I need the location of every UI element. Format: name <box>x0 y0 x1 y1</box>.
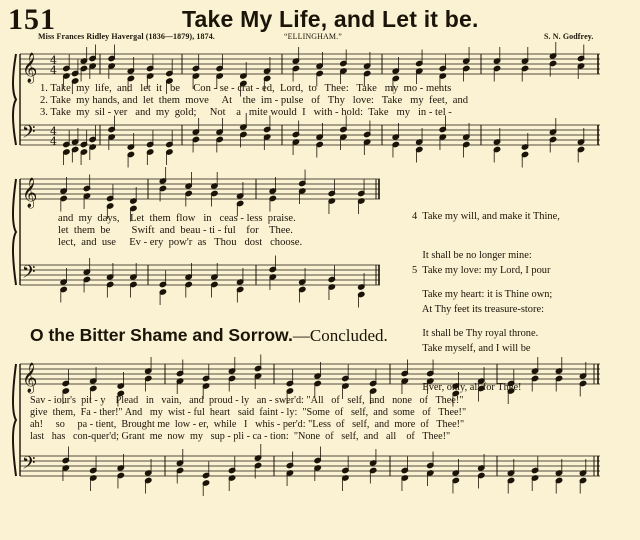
bass-clef-icon: 𝄢 <box>22 262 36 286</box>
system-brace <box>13 54 16 145</box>
lyric-line: ah! so pa - tient, Brought me low - er, while I whis - per'd: "Less of self, and more of Thee!" <box>30 419 465 430</box>
time-signature-bottom: 4 <box>50 64 57 77</box>
system-brace <box>13 179 16 285</box>
lyric-line: 2. Take my hands, and let them move At the im - pulse of Thy love: Take my feet, and <box>40 95 469 106</box>
treble-clef-icon: 𝄞 <box>22 363 38 393</box>
stanza-5 <box>412 238 550 407</box>
time-signature-top: 4 <box>50 125 57 138</box>
concluded-label: —Concluded. <box>292 326 388 345</box>
stanza-line: 5 Take my love: my Lord, I pour <box>412 265 551 276</box>
hymn-title: Take My Life, and Let it be. <box>182 6 479 32</box>
treble-clef-icon: 𝄞 <box>22 53 38 83</box>
stanza-line: Take myself, and I will be <box>412 343 531 354</box>
lyric-line: 1. Take my life, and let it be Con - se - crat - ed, Lord, to Thee: Take my mo - ments <box>40 83 452 94</box>
stanza-line: Ever, only, all for Thee! <box>412 382 522 393</box>
stanza-line: It shall be no longer mine: <box>412 250 532 261</box>
hymn-number: 151 <box>8 3 56 36</box>
time-signature-bottom: 4 <box>50 135 57 148</box>
treble-clef-icon: 𝄞 <box>22 178 38 208</box>
stanza-line: At Thy feet its treasure-store: <box>412 304 544 315</box>
lyric-line: 3. Take my sil - ver and my gold; Not a mite would I with - hold: Take my in - tel - <box>40 107 452 118</box>
lyric-line: last has con-quer'd; Grant me now my sup - pli - ca - tion: "None of self, and all of Thee!" <box>30 431 451 442</box>
lyric-line: let them be Swift and beau - ti - ful for Thee. <box>58 225 293 236</box>
system-brace <box>13 364 16 476</box>
time-signature-top: 4 <box>50 54 57 67</box>
stanza-line: 4 Take my will, and make it Thine, <box>412 211 560 222</box>
bass-clef-icon: 𝄢 <box>22 122 36 146</box>
second-hymn-title-text: O the Bitter Shame and Sorrow. <box>30 325 293 345</box>
composer-credit: S. N. Godfrey. <box>544 32 594 41</box>
stanza-line: It shall be Thy royal throne. <box>412 328 539 339</box>
tune-name: “ELLINGHAM.” <box>284 32 342 41</box>
author-credit: Miss Frances Ridley Havergal (1836—1879), 1874. <box>38 32 215 41</box>
bass-clef-icon: 𝄢 <box>22 453 36 477</box>
lyric-line: and my days, Let them flow in ceas - less praise. <box>58 213 296 224</box>
lyric-line: Sav - iour's pit - y Plead in vain, and proud - ly an - swer'd: "All of self, and none of Thee!" <box>30 395 464 406</box>
second-hymn-title <box>30 325 388 346</box>
lyric-line: give them, Fa - ther!" And my wist - ful heart said faint - ly: "Some of self, and some of Thee!" <box>30 407 467 418</box>
stanza-line: Take my heart: it is Thine own; <box>412 289 553 300</box>
lyric-line: lect, and use Ev - ery pow'r as Thou dost choose. <box>58 237 303 248</box>
